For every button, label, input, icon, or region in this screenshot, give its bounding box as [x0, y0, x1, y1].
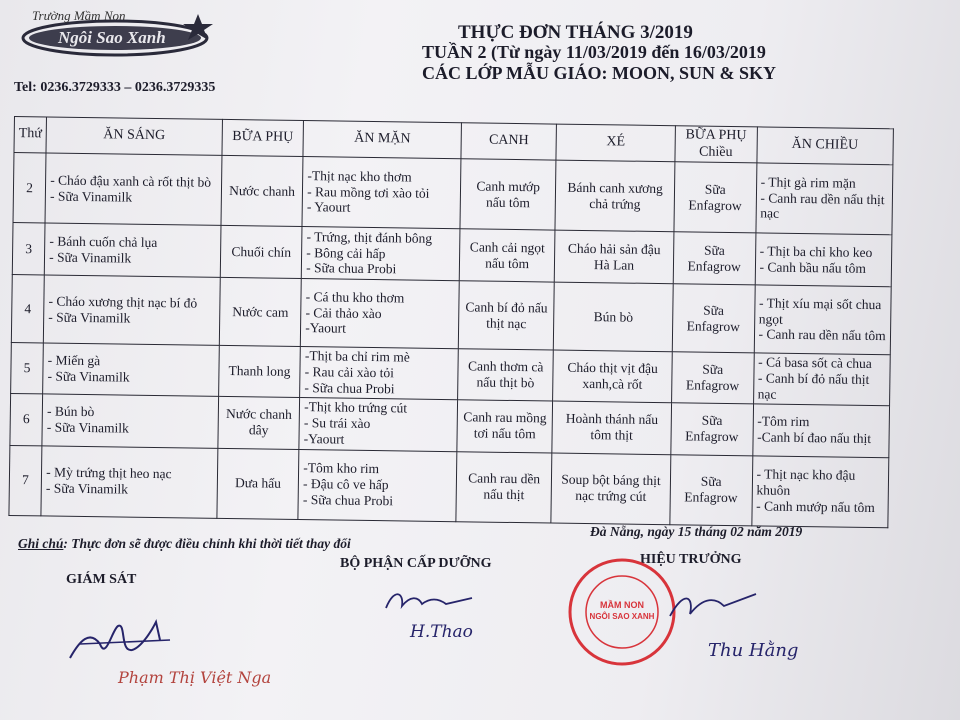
menu-title: THỰC ĐƠN THÁNG 3/2019 — [458, 22, 693, 43]
principal-label: HIỆU TRƯỞNG — [640, 552, 742, 567]
pm-snack-cell: Sữa Enfagrow — [673, 232, 755, 285]
main-dish-cell — [301, 227, 460, 281]
kitchen-signature-mark — [380, 582, 480, 622]
svg-text:MẦM NON: MẦM NON — [600, 600, 644, 610]
cell-line: - Sữa Vinamilk — [49, 249, 132, 266]
cell-line: -Tôm rim — [757, 413, 810, 430]
cell-line: - Canh bầu nấu tôm — [759, 258, 867, 276]
day-cell: 2 — [13, 153, 46, 223]
cell-line: - Đậu cô ve hấp — [303, 476, 389, 493]
main-dish-cell — [298, 449, 457, 521]
cell-line: - Cải thảo xào — [305, 304, 382, 321]
cell-line: - Thịt xíu mại sốt chua ngọt — [758, 295, 882, 327]
school-stamp — [566, 556, 678, 668]
cell-line: -Thịt kho trứng cút — [304, 399, 408, 416]
note-text: : Thực đơn sẽ được điều chỉnh khi thời tiết thay đổi — [63, 536, 351, 551]
principal-signature-mark — [664, 586, 764, 626]
phone-numbers: Tel: 0236.3729333 – 0236.3729335 — [14, 80, 216, 95]
table-row — [9, 445, 889, 527]
cell-line: - Sữa chua Probi — [302, 492, 394, 509]
cell-line: - Mỳ trứng thịt heo nạc — [46, 464, 172, 482]
pm-snack-cell: Sữa Enfagrow — [674, 162, 757, 233]
col-dinner: ĂN CHIỀU — [756, 127, 893, 165]
kitchen-signature: H.Thao — [410, 622, 473, 642]
day-cell: 6 — [10, 393, 43, 445]
cell-line: - Thịt nạc kho đậu khuôn — [756, 466, 856, 499]
dinner-cell — [753, 353, 890, 406]
main-dish-cell — [302, 157, 461, 229]
col-day: Thứ — [14, 117, 47, 153]
cell-line: - Trứng, thịt đánh bông — [306, 228, 433, 246]
breakfast-cell — [41, 446, 218, 518]
cell-line: - Yaourt — [306, 199, 351, 216]
breakfast-cell — [42, 394, 219, 448]
col-soup: CANH — [461, 123, 557, 160]
note-label: Ghi chú — [18, 536, 64, 551]
supervisor-label: GIÁM SÁT — [66, 572, 137, 587]
main-dish-cell — [301, 279, 460, 349]
cell-line: - Rau cải xào tỏi — [304, 364, 395, 381]
soup-cell: Canh rau dền nấu thịt — [456, 452, 552, 523]
soup-cell: Canh thơm cà nấu thịt bò — [458, 349, 554, 401]
cell-line: - Sữa Vinamilk — [45, 480, 129, 497]
cell-line: - Canh rau dền nấu tôm — [758, 326, 886, 344]
sign-date: Đà Nẵng, ngày 15 tháng 02 năm 2019 — [590, 524, 803, 539]
cell-line: - Bún bò — [46, 403, 95, 420]
xe-cell: Cháo thịt vịt đậu xanh,cà rốt — [553, 350, 672, 402]
supervisor-name: Phạm Thị Việt Nga — [118, 668, 272, 687]
xe-cell: Soup bột báng thịt nạc trứng cút — [551, 453, 671, 525]
note — [18, 536, 351, 552]
xe-cell: Bánh canh xương chả trứng — [555, 160, 675, 232]
cell-line: -Thịt ba chỉ rim mè — [304, 348, 410, 365]
day-cell: 5 — [11, 343, 44, 394]
table-row — [11, 275, 891, 355]
cell-line: - Sữa Vinamilk — [46, 419, 129, 436]
dinner-cell — [755, 233, 892, 287]
main-dish-cell — [300, 347, 459, 400]
menu-table — [8, 116, 893, 528]
dinner-cell — [755, 163, 892, 235]
cell-line: - Canh rau dền nấu thịt nạc — [760, 189, 885, 222]
cell-line: - Canh bí đỏ nấu thịt nạc — [757, 370, 870, 402]
cell-line: -Canh bí đao nấu thịt — [757, 429, 872, 447]
cell-line: - Sữa Vinamilk — [48, 309, 131, 326]
pm-snack-cell: Sữa Enfagrow — [672, 284, 755, 353]
col-pm-snack: BỮA PHỤ Chiều — [675, 126, 757, 163]
pm-snack-cell: Sữa Enfagrow — [670, 454, 753, 525]
snack-cell: Chuối chín — [220, 225, 302, 278]
breakfast-cell — [43, 275, 220, 345]
cell-line: - Sữa chua Probi — [304, 379, 395, 397]
class-list: CÁC LỚP MẪU GIÁO: MOON, SUN & SKY — [422, 63, 776, 83]
cell-line: - Su trái xào — [303, 415, 371, 432]
cell-line: - Cá basa sốt cà chua — [758, 354, 872, 372]
logo-main-text: Ngôi Sao Xanh — [58, 28, 166, 47]
xe-cell: Cháo hải sản đậu Hà Lan — [554, 230, 673, 284]
cell-line: - Sữa Vinamilk — [47, 368, 130, 385]
col-xe: XÉ — [556, 124, 675, 162]
cell-line: - Sữa Vinamilk — [49, 188, 133, 205]
cell-line: - Rau mồng tơi xào tỏi — [307, 183, 430, 201]
soup-cell: Canh mướp nấu tôm — [460, 159, 556, 230]
cell-line: -Tôm kho rim — [303, 460, 380, 477]
snack-cell: Nước chanh — [221, 155, 303, 226]
cell-line: -Thịt nạc kho thơm — [307, 167, 412, 185]
pm-snack-cell: Sữa Enfagrow — [671, 352, 753, 404]
cell-line: - Sữa chua Probi — [306, 260, 397, 277]
soup-cell: Canh bí đỏ nấu thịt nạc — [458, 281, 554, 350]
pm-snack-cell: Sữa Enfagrow — [671, 403, 753, 456]
xe-cell: Hoành thánh nấu tôm thịt — [552, 401, 671, 455]
cell-line: - Cháo đậu xanh cà rốt thịt bò — [50, 172, 212, 190]
svg-text:NGÔI SAO XANH: NGÔI SAO XANH — [589, 612, 655, 621]
table-body — [9, 153, 893, 528]
col-main: ĂN MẶN — [303, 121, 461, 159]
cell-line: - Thịt gà rim mặn — [760, 174, 856, 191]
main-dish-cell — [299, 397, 458, 451]
cell-line: - Bông cải hấp — [306, 244, 386, 261]
principal-signature: Thu Hằng — [708, 640, 799, 661]
cell-line: - Bánh cuốn chả lụa — [49, 233, 158, 250]
logo-top-text: Trường Mầm Non — [32, 8, 126, 23]
week-range: TUẦN 2 (Từ ngày 11/03/2019 đến 16/03/2019 — [422, 42, 766, 62]
day-cell: 7 — [9, 445, 42, 515]
kitchen-label: BỘ PHẬN CẤP DƯỠNG — [340, 556, 492, 571]
cell-line: - Cá thu kho thơm — [305, 288, 405, 306]
dinner-cell — [751, 456, 888, 528]
day-cell: 4 — [11, 275, 44, 343]
dinner-cell — [754, 285, 891, 355]
breakfast-cell — [43, 343, 219, 396]
cell-line: - Cháo xương thịt nạc bí đỏ — [48, 293, 198, 311]
col-breakfast: ĂN SÁNG — [46, 117, 222, 155]
snack-cell: Dưa hấu — [217, 448, 299, 519]
snack-cell: Nước cam — [219, 277, 301, 346]
cell-line: - Canh mướp nấu tôm — [756, 498, 875, 516]
snack-cell: Thanh long — [219, 345, 301, 397]
xe-cell: Bún bò — [554, 282, 674, 352]
soup-cell: Canh rau mồng tơi nấu tôm — [457, 400, 553, 453]
cell-line: - Miến gà — [47, 352, 101, 369]
breakfast-cell — [44, 223, 221, 277]
day-cell: 3 — [12, 223, 45, 275]
dinner-cell — [752, 404, 889, 458]
cell-line: -Yaourt — [305, 320, 347, 337]
col-snack: BỮA PHỤ — [222, 119, 304, 156]
soup-cell: Canh cải ngọt nấu tôm — [459, 229, 555, 282]
cell-line: - Thịt ba chỉ kho keo — [759, 243, 873, 260]
table-row — [13, 153, 893, 235]
breakfast-cell — [45, 153, 222, 225]
snack-cell: Nước chanh dây — [218, 396, 300, 449]
cell-line: -Yaourt — [303, 431, 345, 447]
